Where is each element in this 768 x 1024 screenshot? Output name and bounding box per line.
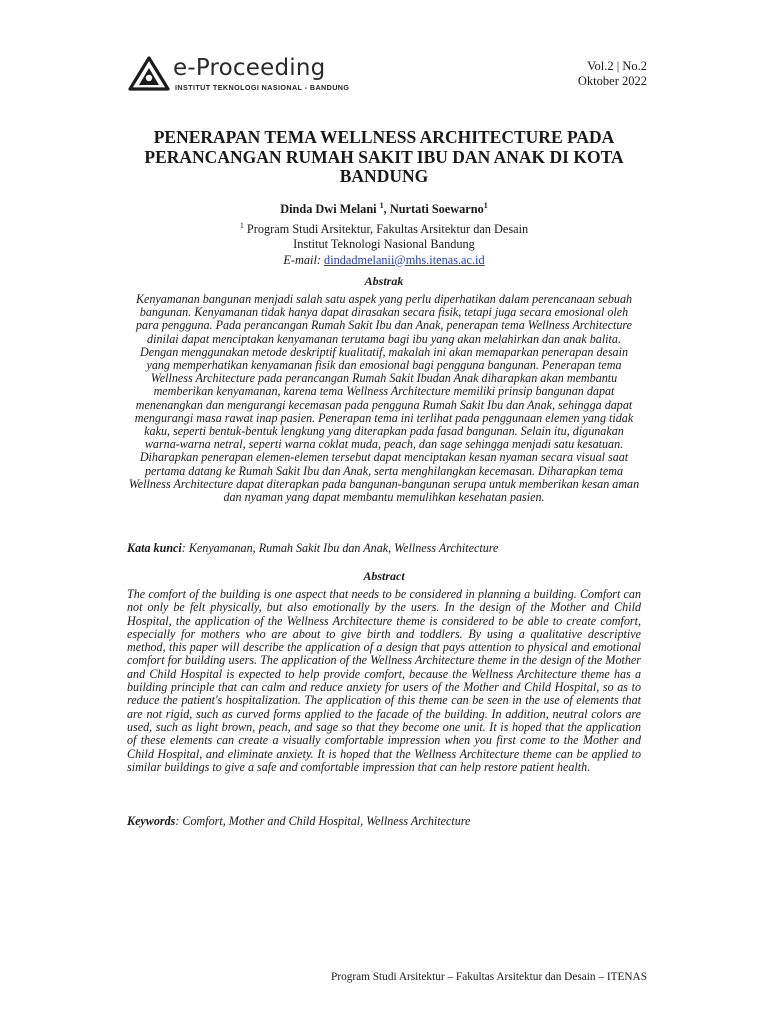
issue-info [578, 59, 647, 89]
author-1: Dinda Dwi Melani [280, 202, 377, 217]
keywords-line [127, 814, 641, 829]
kata-kunci-values: : Kenyamanan, Rumah Sakit Ibu dan Anak, Wellness Architecture [181, 541, 499, 555]
author-separator: , [383, 202, 390, 217]
abstrak-heading: Abstrak [364, 274, 404, 288]
author-1-affil-mark: 1 [379, 201, 384, 210]
email-label: E-mail: [283, 252, 321, 267]
affiliation-line-1 [120, 218, 648, 238]
author-block [120, 198, 648, 268]
logo-subtitle: INSTITUT TEKNOLOGI NASIONAL - BANDUNG [175, 83, 350, 92]
issue-date: Oktober 2022 [577, 74, 647, 88]
affiliation-mark: 1 [239, 220, 244, 230]
affiliation-program: Program Studi Arsitektur, Fakultas Arsitektur dan Desain [246, 221, 529, 236]
author-2: Nurtati Soewarno [389, 202, 484, 217]
email-line [120, 253, 648, 269]
kata-kunci-label: Kata kunci [127, 541, 182, 555]
abstract-heading: Abstract [363, 569, 405, 583]
volume-number: Vol.2 | No.2 [587, 59, 647, 73]
email-link[interactable]: dindadmelanii@mhs.itenas.ac.id [324, 252, 485, 267]
abstract-text: The comfort of the building is one aspect that needs to be considered in planning a building. Comfort can not only be felt physically, but also emotionally by the users. In the design of the Mother and Child Hospital, the application of the Wellness Architecture theme is considered to be able to create comfort, especially for mothers who are about to give birth and toddlers. By using a qualitative descriptive method, this paper will describe the application of a design that pays attention to physical and emotional comfort for building users. The application of the Wellness Architecture theme in the design of the Mother and Child Hospital is expected to help provide comfort, because the Wellness Architecture theme has a building principle that can calm and reduce anxiety for users of the Mother and Child Hospital, so as to reduce the patient's hospitalization. The application of this theme can be seen in the use of elements that are not rigid, such as curved forms applied to the facade of the building. In addition, neutral colors are used, such as light brown, peach, and sage so that they become one unit. It is hoped that the application of these elements can create a visually comfortable impression when you first come to the Mother and Child Hospital, and eliminate anxiety. It is hoped that the Wellness Architecture theme can be applied to similar buildings to give a safe and comfortable impression that can help restore patient health. [127, 587, 641, 774]
paper-title: PENERAPAN TEMA WELLNESS ARCHITECTURE PADA PERANCANGAN RUMAH SAKIT IBU DAN ANAK DI KOTA BANDUNG [144, 127, 624, 186]
author-names [120, 198, 648, 218]
logo-mark-icon [128, 56, 170, 92]
author-2-affil-mark: 1 [483, 201, 488, 210]
affiliation-line-2: Institut Teknologi Nasional Bandung [293, 237, 475, 252]
page-footer: Program Studi Arsitektur – Fakultas Arsitektur dan Desain – ITENAS [331, 971, 647, 983]
journal-logo [128, 52, 348, 98]
keywords-label: Keywords [127, 814, 176, 828]
logo-wordmark: e-Proceeding [173, 55, 326, 81]
abstrak-text: Kenyamanan bangunan menjadi salah satu aspek yang perlu diperhatikan dalam perencanaan sebuah bangunan. Kenyamanan tidak hanya dapat dirasakan secara fisik, tetapi juga secara emosional oleh para pengguna. Pada perancangan Rumah Sakit Ibu dan Anak, penerapan tema Wellness Architecture dinilai dapat menciptakan kenyamanan terutama bagi ibu yang akan melahirkan dan anak balita. Dengan menggunakan metode deskriptif kualitatif, makalah ini akan memaparkan penerapan desain yang memperhatikan kenyamanan fisik dan emosional bagi pengguna bangunan. Penerapan tema Wellness Architecture pada perancangan Rumah Sakit Ibudan Anak diharapkan akan membantu memberikan kenyamanan, karena tema Wellness Architecture memiliki prinsip bangunan dapat menenangkan dan mengurangi kecemasan pada pengguna Rumah Sakit Ibu dan Anak, sehingga dapat mengurangi masa rawat inap pasien. Penerapan tema ini terlihat pada penggunaan elemen yang tidak kaku, seperti bentuk-bentuk lengkung yang diterapkan pada fasad bangunan. Selain itu, digunakan warna-warna netral, seperti warna coklat muda, peach, dan sage sehingga menjadi satu kesatuan. Diharapkan penerapan elemen-elemen tersebut dapat menciptakan kesan nyaman secara visual saat pertama datang ke Rumah Sakit Ibu dan Anak, serta menghilangkan kecemasan. Diharapkan tema Wellness Architecture dapat diterapkan pada bangunan-bangunan serupa untuk memberikan kesan aman dan nyaman yang dapat membantu memulihkan kesehatan pasien. [128, 292, 640, 505]
keywords-values: : Comfort, Mother and Child Hospital, Wellness Architecture [175, 814, 471, 828]
kata-kunci-line [127, 541, 641, 556]
